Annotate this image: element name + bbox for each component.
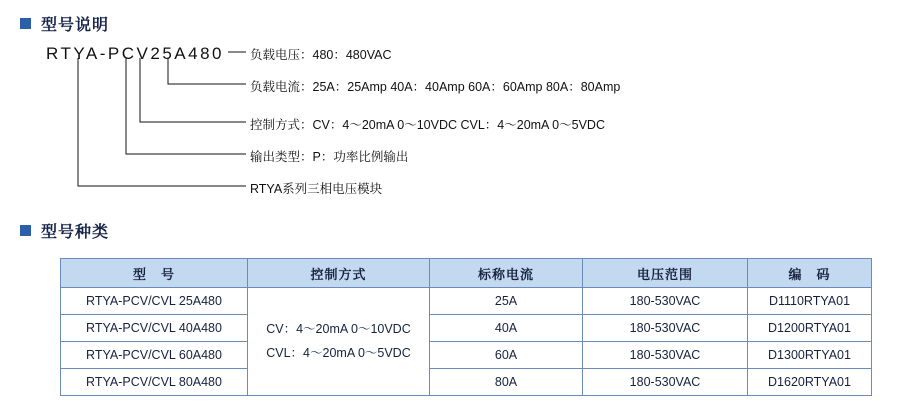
cell-nominal-current: 80A <box>430 369 583 396</box>
callout-load-voltage: 负载电压：480：480VAC <box>250 48 392 62</box>
control-mode-line-cvl: CVL：4～20mA 0～5VDC <box>266 345 411 360</box>
model-types-table <box>60 258 872 396</box>
cell-nominal-current: 40A <box>430 315 583 342</box>
cell-nominal-current: 60A <box>430 342 583 369</box>
cell-model: RTYA-PCV/CVL 60A480 <box>61 342 248 369</box>
table-header-row <box>61 259 872 288</box>
col-header-code: 编 码 <box>748 259 872 288</box>
cell-code: D1620RTYA01 <box>748 369 872 396</box>
model-types-table-wrapper <box>60 258 851 396</box>
callout-control-mode: 控制方式：CV：4～20mA 0～10VDC CVL：4～20mA 0～5VDC <box>250 118 605 132</box>
table-header <box>61 259 872 288</box>
cell-voltage-range: 180-530VAC <box>583 342 748 369</box>
cell-model: RTYA-PCV/CVL 80A480 <box>61 369 248 396</box>
table-row <box>61 288 872 315</box>
col-header-voltage-range: 电压范围 <box>583 259 748 288</box>
cell-voltage-range: 180-530VAC <box>583 288 748 315</box>
cell-code: D1200RTYA01 <box>748 315 872 342</box>
table-row <box>61 369 872 396</box>
cell-model: RTYA-PCV/CVL 25A480 <box>61 288 248 315</box>
table-row <box>61 315 872 342</box>
table-body <box>61 288 872 396</box>
bullet-square-icon <box>20 225 31 236</box>
model-code-text: RTYA-PCV25A480 <box>46 44 224 63</box>
section-heading-model-types <box>20 219 109 242</box>
section-title-model-description: 型号说明 <box>41 17 110 34</box>
table-row <box>61 342 872 369</box>
cell-code: D1110RTYA01 <box>748 288 872 315</box>
cell-model: RTYA-PCV/CVL 40A480 <box>61 315 248 342</box>
section-title-model-types: 型号种类 <box>41 224 110 241</box>
callout-output-type: 输出类型：P：功率比例输出 <box>250 150 409 164</box>
cell-control-mode <box>248 288 430 396</box>
callout-series: RTYA系列三相电压模块 <box>250 182 383 196</box>
col-header-nominal-current: 标称电流 <box>430 259 583 288</box>
col-header-model: 型 号 <box>61 259 248 288</box>
cell-voltage-range: 180-530VAC <box>583 315 748 342</box>
cell-voltage-range: 180-530VAC <box>583 369 748 396</box>
cell-code: D1300RTYA01 <box>748 342 872 369</box>
col-header-control-mode: 控制方式 <box>248 259 430 288</box>
cell-nominal-current: 25A <box>430 288 583 315</box>
control-mode-line-cv: CV：4～20mA 0～10VDC <box>266 321 411 336</box>
callout-load-current: 负载电流：25A：25Amp 40A：40Amp 60A：60Amp 80A：80Amp <box>250 80 621 94</box>
